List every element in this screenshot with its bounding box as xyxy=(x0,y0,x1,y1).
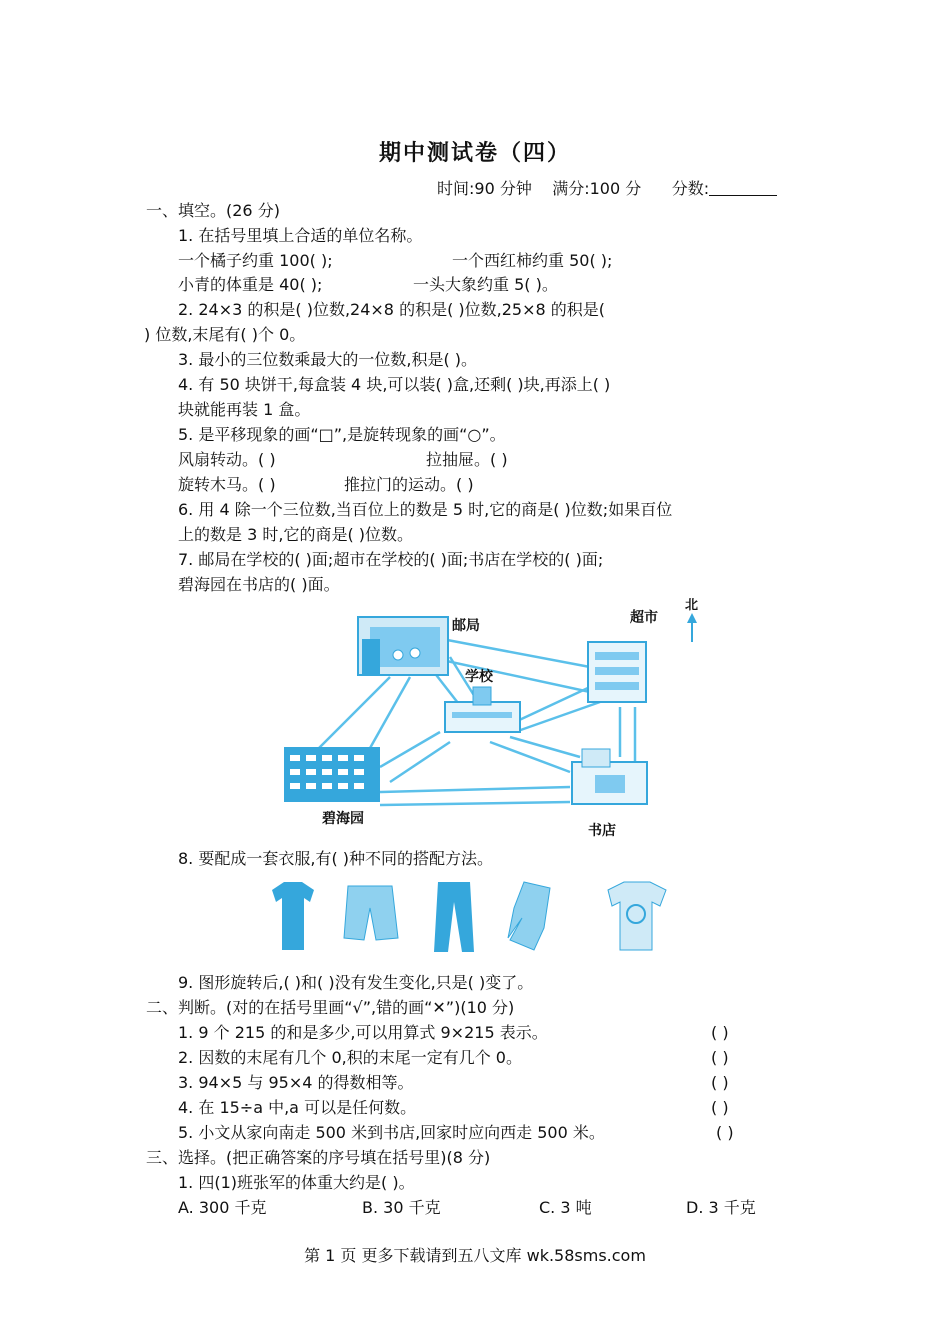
choice-option-c[interactable]: C. 3 吨 xyxy=(539,1198,592,1217)
q1-1d: 一头大象约重 5( )。 xyxy=(413,275,558,294)
clothes-figure xyxy=(262,878,722,956)
choice-option-b[interactable]: B. 30 千克 xyxy=(362,1198,441,1217)
post-office-building xyxy=(358,617,448,675)
shorts-icon xyxy=(344,886,398,940)
judge-item-2: 2. 因数的末尾有几个 0,积的末尾一定有几个 0。 xyxy=(178,1048,522,1067)
map-label-market: 超市 xyxy=(630,610,658,626)
north-arrow-icon xyxy=(687,613,697,642)
q1-6a: 6. 用 4 除一个三位数,当百位上的数是 5 时,它的商是( )位数;如果百位 xyxy=(178,500,673,519)
section-3-heading: 三、选择。(把正确答案的序号填在括号里)(8 分) xyxy=(146,1148,491,1167)
q1-1c: 小青的体重是 40( ); xyxy=(178,275,323,294)
q1-5: 5. 是平移现象的画“□”,是旋转现象的画“○”。 xyxy=(178,425,506,444)
map-label-post: 邮局 xyxy=(452,618,480,634)
trousers-blue-icon xyxy=(434,882,474,952)
q1-5b: 拉抽屉。( ) xyxy=(426,450,508,469)
q1-3: 3. 最小的三位数乘最大的一位数,积是( )。 xyxy=(178,350,478,369)
time-label: 时间:90 分钟 xyxy=(437,179,532,198)
judge-item-5: 5. 小文从家向南走 500 米到书店,回家时应向西走 500 米。 xyxy=(178,1123,605,1142)
market-building xyxy=(588,642,646,702)
q1-5d: 推拉门的运动。( ) xyxy=(344,475,474,494)
judge-paren-2[interactable]: ( ) xyxy=(711,1048,729,1067)
judge-item-4: 4. 在 15÷a 中,a 可以是任何数。 xyxy=(178,1098,417,1117)
section-2-heading: 二、判断。(对的在括号里画“√”,错的画“✕”)(10 分) xyxy=(146,998,515,1017)
judge-paren-5[interactable]: ( ) xyxy=(716,1123,734,1142)
exam-meta xyxy=(437,176,777,199)
q1-2a: 2. 24×3 的积是( )位数,24×8 的积是( )位数,25×8 的积是( xyxy=(178,300,606,319)
location-map xyxy=(270,597,720,842)
judge-paren-4[interactable]: ( ) xyxy=(711,1098,729,1117)
choice-option-d[interactable]: D. 3 千克 xyxy=(686,1198,756,1217)
q1-5c: 旋转木马。( ) xyxy=(178,475,276,494)
choice-q1: 1. 四(1)班张军的体重大约是( )。 xyxy=(178,1173,415,1192)
full-score-label: 满分:100 分 xyxy=(552,179,642,198)
map-label-bookstore: 书店 xyxy=(588,823,616,839)
score-blank[interactable] xyxy=(709,195,777,196)
section-1-heading: 一、填空。(26 分) xyxy=(146,201,280,220)
page-footer: 第 1 页 更多下载请到五八文库 wk.58sms.com xyxy=(304,1246,646,1265)
q1-8: 8. 要配成一套衣服,有( )种不同的搭配方法。 xyxy=(178,849,494,868)
q1-1b: 一个西红柿约重 50( ); xyxy=(452,251,613,270)
page-title: 期中测试卷（四） xyxy=(378,141,571,166)
q1-1: 1. 在括号里填上合适的单位名称。 xyxy=(178,226,423,245)
score-label: 分数: xyxy=(671,179,710,198)
judge-paren-1[interactable]: ( ) xyxy=(711,1023,729,1042)
q1-2b: ) 位数,末尾有( )个 0。 xyxy=(144,325,306,344)
q1-1a: 一个橘子约重 100( ); xyxy=(178,251,333,270)
q1-6b: 上的数是 3 时,它的商是( )位数。 xyxy=(178,525,414,544)
map-label-garden: 碧海园 xyxy=(322,811,364,827)
judge-item-1: 1. 9 个 215 的和是多少,可以用算式 9×215 表示。 xyxy=(178,1023,548,1042)
q1-7a: 7. 邮局在学校的( )面;超市在学校的( )面;书店在学校的( )面; xyxy=(178,550,604,569)
map-label-north: 北 xyxy=(685,598,699,613)
q1-9: 9. 图形旋转后,( )和( )没有发生变化,只是( )变了。 xyxy=(178,973,534,992)
judge-item-3: 3. 94×5 与 95×4 的得数相等。 xyxy=(178,1073,414,1092)
tshirt-blue-icon xyxy=(272,882,314,950)
map-label-school: 学校 xyxy=(465,669,493,685)
q1-4b: 块就能再装 1 盒。 xyxy=(178,400,311,419)
school-building xyxy=(445,687,520,732)
tshirt-light-icon xyxy=(608,882,666,950)
garden-building xyxy=(284,747,380,802)
q1-7b: 碧海园在书店的( )面。 xyxy=(178,575,340,594)
choice-option-a[interactable]: A. 300 千克 xyxy=(178,1198,267,1217)
q1-5a: 风扇转动。( ) xyxy=(178,450,276,469)
jeans-icon xyxy=(508,882,550,950)
q1-4a: 4. 有 50 块饼干,每盒装 4 块,可以装( )盒,还剩( )块,再添上( ) xyxy=(178,375,611,394)
judge-paren-3[interactable]: ( ) xyxy=(711,1073,729,1092)
